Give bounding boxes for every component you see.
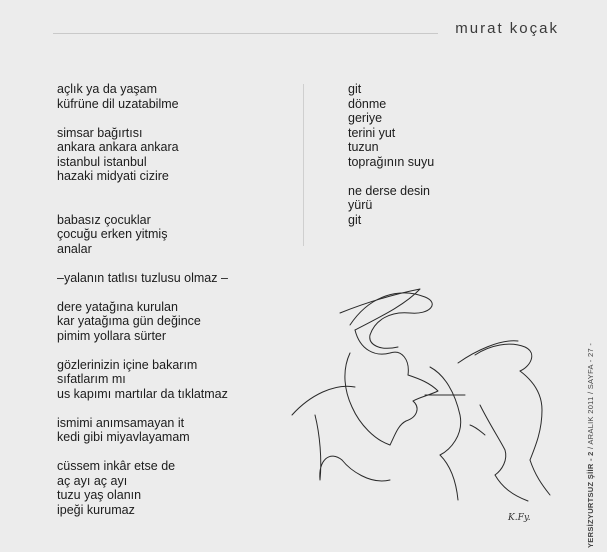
- stanza: [348, 82, 508, 169]
- poem-line: ipeği kurumaz: [57, 502, 135, 517]
- author-name: murat koçak: [455, 20, 559, 37]
- stanza: [57, 82, 297, 111]
- poem-line: simsar bağırtısı: [57, 125, 143, 140]
- poem-line: ismimi anımsamayan it: [57, 415, 185, 430]
- poem-line: geriye: [348, 111, 383, 125]
- stanza: [57, 126, 297, 184]
- poem-line: aç ayı aç ayı: [57, 473, 128, 488]
- poem-line: tuzun: [348, 140, 379, 154]
- stanza: [57, 300, 297, 344]
- poem-line: küfrüne dil uzatabilme: [57, 96, 179, 111]
- header-rule: [53, 33, 438, 34]
- poem-right-column: [348, 82, 508, 227]
- stanza: [57, 271, 297, 286]
- magazine-issue: YERSİZYURTSUZ ŞİİR - 2: [586, 451, 595, 548]
- poem-line: hazaki midyati cizire: [57, 169, 169, 183]
- stanza: [57, 213, 297, 257]
- stanza: [57, 416, 297, 445]
- page-sidebar-caption: [586, 343, 595, 548]
- faces-sketch: [280, 275, 590, 540]
- poem-line: kedi gibi miyavlayamam: [57, 430, 190, 444]
- line-drawing-illustration: [280, 275, 590, 540]
- poem-line: kar yatağıma gün değince: [57, 314, 201, 328]
- stanza: [348, 184, 508, 228]
- poem-line: babasız çocuklar: [57, 212, 151, 227]
- poem-line: dönme: [348, 96, 387, 111]
- poem-line: –yalanın tatlısı tuzlusu olmaz –: [57, 270, 228, 285]
- poem-line: ankara ankara ankara: [57, 140, 179, 154]
- poem-line: çocuğu erken yitmiş: [57, 227, 168, 241]
- page-number: / SAYFA - 27 -: [586, 342, 595, 395]
- poem-line: terini yut: [348, 125, 396, 140]
- stanza: [57, 459, 297, 517]
- poem-line: cüssem inkâr etse de: [57, 459, 176, 473]
- poem-line: git: [348, 82, 362, 96]
- poem-line: git: [348, 212, 362, 227]
- poem-line: yürü: [348, 198, 373, 212]
- artist-signature: K.Fy.: [508, 513, 531, 523]
- poem-line: sıfatlarım mı: [57, 372, 126, 386]
- poem-line: us kapımı martılar da tıklatmaz: [57, 386, 228, 401]
- poem-line: dere yatağına kurulan: [57, 299, 178, 314]
- poem-line: açlık ya da yaşam: [57, 82, 158, 96]
- poem-line: tuzu yaş olanın: [57, 488, 142, 502]
- stanza: [57, 358, 297, 402]
- poem-line: ne derse desin: [348, 183, 431, 198]
- issue-date: / ARALIK 2011: [586, 396, 595, 449]
- poem-line: toprağının suyu: [348, 154, 435, 169]
- poem-line: istanbul istanbul: [57, 154, 147, 169]
- column-divider: [303, 84, 304, 246]
- poem-left-column: [57, 82, 297, 517]
- poem-line: analar: [57, 241, 92, 256]
- poem-line: pimim yollara sürter: [57, 328, 167, 343]
- poem-line: gözlerinizin içine bakarım: [57, 357, 198, 372]
